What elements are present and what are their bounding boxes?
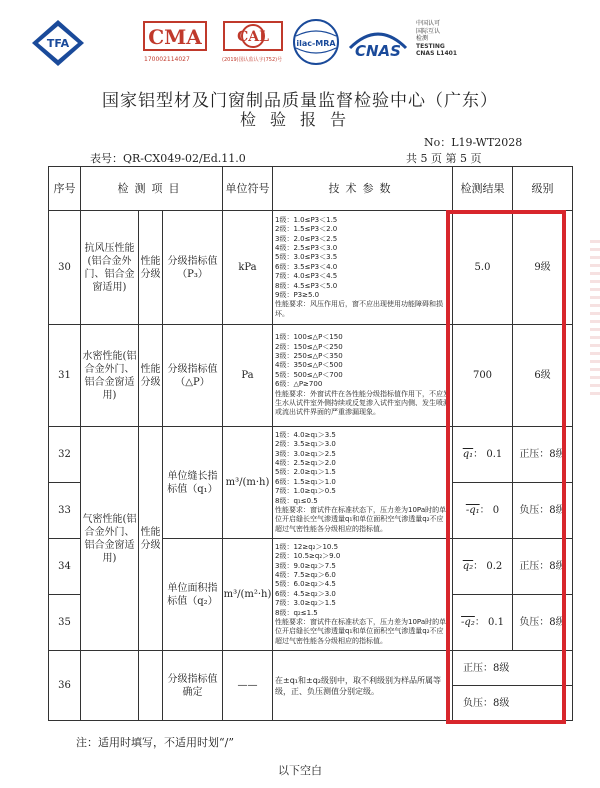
footnote: 注：适用时填写，不适用时划“/” bbox=[76, 736, 234, 749]
unit-cell: m³/(m·h) bbox=[223, 427, 273, 539]
ilac-mra-logo bbox=[288, 18, 344, 68]
subitem-cell: 单位面积指标值（q₂） bbox=[163, 539, 223, 651]
end-marker: 以下空白 bbox=[278, 764, 322, 777]
page-count: 共 5 页 第 5 页 bbox=[406, 152, 482, 165]
header-items: 检测项目 bbox=[81, 167, 223, 211]
report-title: 检验报告 bbox=[239, 110, 360, 129]
item-cell: 气密性能(铝合金外门、铝合金窗适用) bbox=[81, 427, 139, 651]
result-grade-cell: 正压：8级 bbox=[453, 651, 573, 686]
svg-text:CAL: CAL bbox=[237, 29, 269, 45]
header-unit: 单位符号 bbox=[223, 167, 273, 211]
unit-cell: Pa bbox=[223, 325, 273, 427]
center-title: 国家铝型材及门窗制品质量监督检验中心（广东） bbox=[102, 91, 498, 111]
seq-cell: 33 bbox=[49, 483, 81, 539]
tech-cell: 1级：4.0≥q₁＞3.5 2级：3.5≥q₁＞3.0 3级：3.0≥q₁＞2.5 4级：2.5≥q₁＞2.0 5级：2.0≥q₁＞1.5 6级：1.5≥q₁＞1.0 7级：1.0≥q₁＞0.5 8级：q₁≤0.5 性能要求：窗试件在标准状态下，压力差为10Pa时的单位开启缝长空气渗透量q₁和单位面积空气渗透量q₂不应超过气密性能各分级相应的指标值。 bbox=[273, 427, 453, 539]
header-seq: 序号 bbox=[49, 167, 81, 211]
result-grade-cell: 负压：8级 bbox=[453, 686, 573, 721]
result-cell: 5.0 bbox=[453, 211, 513, 325]
grade-cell: 正压：8级 bbox=[513, 427, 573, 483]
svg-text:CNAS: CNAS bbox=[355, 42, 401, 60]
highlight-box bbox=[446, 210, 566, 724]
seq-cell: 36 bbox=[49, 651, 81, 721]
result-cell: q₂： 0.2 bbox=[453, 539, 513, 595]
unit-cell: m³/(m²·h) bbox=[223, 539, 273, 651]
grade-cell: 9级 bbox=[513, 211, 573, 325]
tfa-text: TFA bbox=[46, 37, 70, 50]
subitem-cell: 分级指标值（P₃） bbox=[163, 211, 223, 325]
grade-cell: 负压：8级 bbox=[513, 483, 573, 539]
seq-cell: 32 bbox=[49, 427, 81, 483]
svg-text:ilac-MRA: ilac-MRA bbox=[296, 39, 336, 48]
item-cell: 抗风压性能(铝合金外门、铝合金窗适用) bbox=[81, 211, 139, 325]
page-edge-stamp bbox=[590, 240, 600, 400]
seq-cell: 30 bbox=[49, 211, 81, 325]
result-cell: q₁： 0.1 bbox=[453, 427, 513, 483]
subitem-cell: 单位缝长指标值（q₁） bbox=[163, 427, 223, 539]
cnas-caption: 中国认可 国际互认 检测 TESTING CNAS L1401 bbox=[416, 20, 458, 57]
form-number: 表号：QR-CX049-02/Ed.11.0 bbox=[90, 152, 246, 165]
subitem-cell: 分级指标值（△P） bbox=[163, 325, 223, 427]
item-cell-empty bbox=[81, 651, 139, 721]
header-result: 检测结果 bbox=[453, 167, 513, 211]
cal-number: (2019)国认监认字(752)号 bbox=[222, 57, 283, 63]
grade-cell: 正压：8级 bbox=[513, 539, 573, 595]
tech-cell: 在±q₁和±q₂级别中，取不利级别为样品所属等级，正、负压测值分别定级。 bbox=[273, 651, 453, 721]
report-number: No：L19-WT2028 bbox=[424, 136, 523, 149]
item-cell: 水密性能(铝合金外门、铝合金窗适用) bbox=[81, 325, 139, 427]
svg-text:CMA: CMA bbox=[148, 25, 202, 49]
table-header-row bbox=[49, 167, 573, 211]
seq-cell: 35 bbox=[49, 595, 81, 651]
grade-cell: 负压：8级 bbox=[513, 595, 573, 651]
certification-logos bbox=[30, 18, 570, 70]
result-cell: -q₂： 0.1 bbox=[453, 595, 513, 651]
tech-cell: 1级：1.0≤P3＜1.5 2级：1.5≤P3＜2.0 3级：2.0≤P3＜2.5 4级：2.5≤P3＜3.0 5级：3.0≤P3＜3.5 6级：3.5≤P3＜4.0 7级：4.0≤P3＜4.5 8级：4.5≤P3＜5.0 9级：P3≥5.0 性能要求：风压作用后，窗不应出现使用功能障碍和损坏。 bbox=[273, 211, 453, 325]
subitem-cell: 分级指标值确定 bbox=[163, 651, 223, 721]
header-grade: 级别 bbox=[513, 167, 573, 211]
tech-cell: 1级：100≤△P＜150 2级：150≤△P＜250 3级：250≤△P＜350 4级：350≤△P＜500 5级：500≤△P＜700 6级：△P≥700 性能要求：外窗试件在各性能分级指标值作用下，不应发生水从试件室外侧持续或反复渗入试件室内侧、发生喷溅或流出试件界面的严重渗漏现象。 bbox=[273, 325, 453, 427]
header-tech: 技术参数 bbox=[273, 167, 453, 211]
seq-cell: 31 bbox=[49, 325, 81, 427]
cma-number: 170002114027 bbox=[144, 56, 190, 63]
tech-cell: 1级：12≥q₂＞10.5 2级：10.5≥q₂＞9.0 3级：9.0≥q₂＞7.5 4级：7.5≥q₂＞6.0 5级：6.0≥q₂＞4.5 6级：4.5≥q₂＞3.0 7级：3.0≥q₂＞1.5 8级：q₂≤1.5 性能要求：窗试件在标准状态下，压力差为10Pa时的单位开启缝长空气渗透量q₁和单位面积空气渗透量q₂不应超过气密性能各分级相应的指标值。 bbox=[273, 539, 453, 651]
category-cell: 性能分级 bbox=[139, 325, 163, 427]
unit-cell: kPa bbox=[223, 211, 273, 325]
cma-logo bbox=[140, 18, 210, 63]
result-cell: -q₁： 0 bbox=[453, 483, 513, 539]
category-cell-empty bbox=[139, 651, 163, 721]
category-cell: 性能分级 bbox=[139, 427, 163, 651]
unit-cell: —— bbox=[223, 651, 273, 721]
cal-logo bbox=[220, 18, 286, 63]
result-cell: 700 bbox=[453, 325, 513, 427]
seq-cell: 34 bbox=[49, 539, 81, 595]
category-cell: 性能分级 bbox=[139, 211, 163, 325]
grade-cell: 6级 bbox=[513, 325, 573, 427]
tfa-logo bbox=[30, 18, 86, 68]
cnas-logo bbox=[346, 18, 410, 68]
